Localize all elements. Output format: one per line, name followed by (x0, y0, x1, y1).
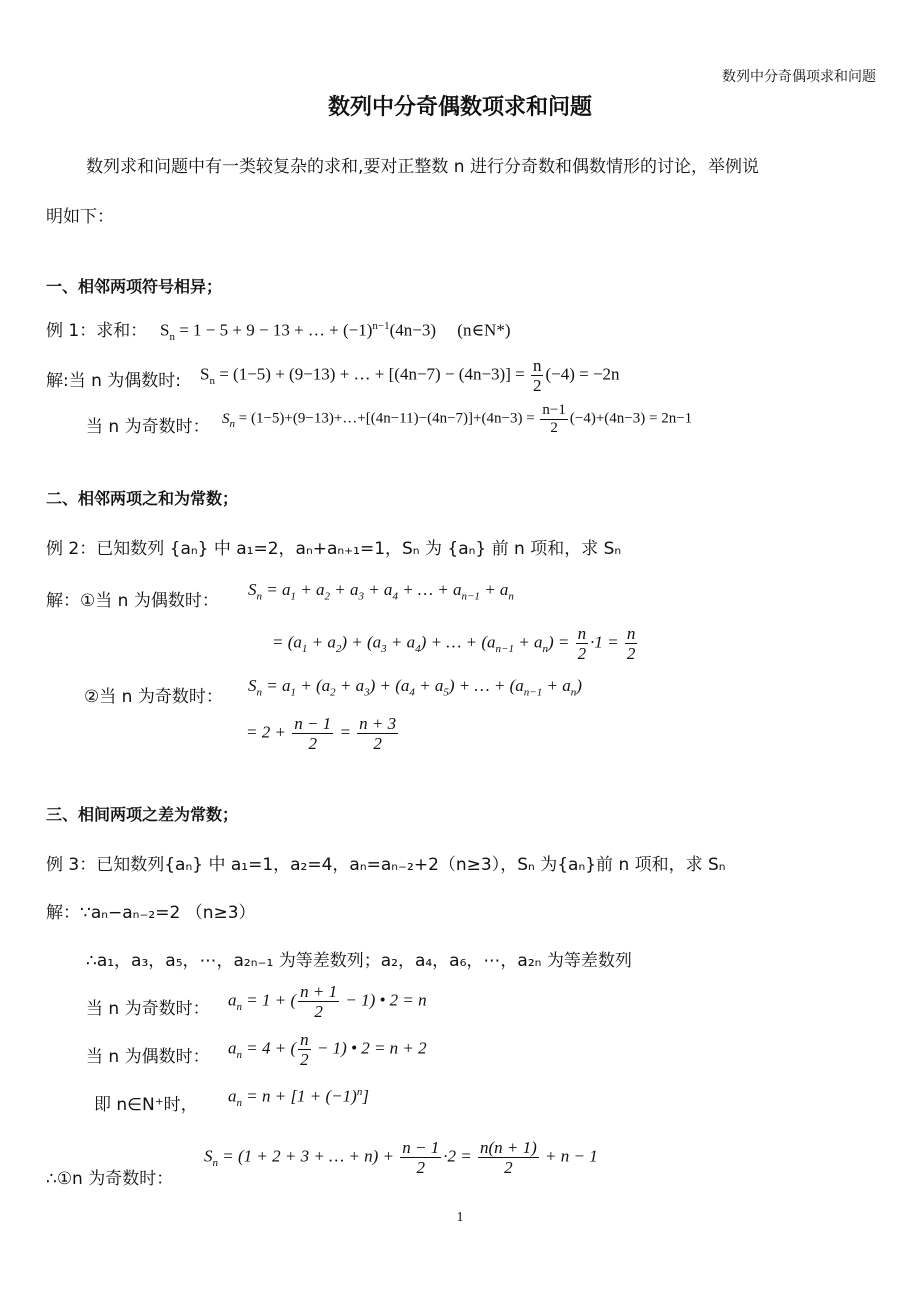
solution-3-line-1: 解：∵aₙ−aₙ₋₂=2 （n≥3） (46, 903, 256, 923)
solution-2-even-label: 解：①当 n 为偶数时： (46, 591, 219, 611)
solution-3-all-formula: $a_n = n + [1 + (-1)^n]$ (228, 1086, 369, 1110)
solution-2-even-formula-1: $S_n = a_1 + a_2 + a_3 + a_4$ + … + $a_{n-1} + a_n$ (248, 580, 514, 603)
section-3-heading: 三、相间两项之差为常数； (46, 805, 239, 824)
solution-1-odd-formula: $S_n$ = (1−5)+(9−13)+…+[(4n−11)−(4n−7)]+(4n−3) = $\frac{n-1}{2}$ (−4)+(4n−3) = 2n−1 (222, 402, 693, 436)
example-1-formula: $S_n = 1 - 5 + 9 - 13$ + … + $(-1)^{n-1}(4n-3)$ (n∈N*) (160, 320, 511, 344)
solution-3-line-2: ∴a₁，a₃，a₅，⋯，a₂ₙ₋₁ 为等差数列；a₂，a₄，a₆，⋯，a₂ₙ 为等差数列 (86, 951, 632, 971)
example-2: 例 2：已知数列 {aₙ} 中 a₁=2，aₙ+aₙ₊₁=1，Sₙ 为 {aₙ} 前 n 项和，求 Sₙ (46, 539, 622, 559)
running-header: 数列中分奇偶项求和问题 (722, 69, 876, 85)
solution-1-even-label: 解:当 n 为偶数时: (46, 371, 182, 391)
solution-2-odd-label: ②当 n 为奇数时： (84, 687, 223, 707)
page-title: 数列中分奇偶数项求和问题 (327, 95, 592, 120)
solution-1-even-formula: $S_n = (1-5) + (9-13)$ + … + [(4n−7) − (4n−3)] = $\frac{n}{2}$ (−4) = −2n (200, 356, 620, 396)
solution-2-odd-formula-2: = 2 + $\frac{n - 1}{2}$ = $\frac{n + 3}{2}$ (246, 714, 397, 754)
solution-3-even-formula: $a_n = 4$ + ( $\frac{n}{2}$ − 1) • 2 = n + 2 (228, 1030, 427, 1070)
example-3: 例 3：已知数列{aₙ} 中 a₁=1，a₂=4，aₙ=aₙ₋₂+2（n≥3），Sₙ 为{aₙ}前 n 项和，求 Sₙ (46, 855, 726, 875)
solution-3-sum-formula: $S_n = (1 + 2 + 3$ + … + n) + $\frac{n - 1}{2}$ ·2 = $\frac{n(n + 1)}{2}$ + n − 1 (204, 1138, 598, 1178)
page-number: 1 (456, 1210, 464, 1225)
solution-2-even-formula-2: = $(a_1 + a_2) + (a_3 + a_4)$ + … + $(a_{n-1} + a_n)$ = $\frac{n}{2}$ ·1 = $\frac{n}{2}$ (272, 624, 636, 664)
example-1-domain: (n∈N*) (457, 320, 511, 340)
solution-2-odd-formula-1: $S_n = a_1 + (a_2 + a_3) + (a_4 + a_5)$ + … + $(a_{n-1} + a_n)$ (248, 676, 582, 699)
solution-3-odd-formula: $a_n = 1$ + ( $\frac{n + 1}{2}$ − 1) • 2 = n (228, 982, 427, 1022)
solution-3-odd-label: 当 n 为奇数时： (86, 999, 210, 1019)
example-1-label: 例 1：求和： (46, 321, 148, 341)
intro-line-1: 数列求和问题中有一类较复杂的求和,要对正整数 n 进行分奇数和偶数情形的讨论，举例说 (86, 157, 759, 177)
solution-3-sum-label: ∴①n 为奇数时： (46, 1169, 174, 1189)
intro-line-2: 明如下： (46, 207, 114, 227)
solution-3-all-label: 即 n∈N⁺时， (94, 1095, 198, 1115)
section-2-heading: 二、相邻两项之和为常数； (46, 489, 239, 508)
solution-1-odd-label: 当 n 为奇数时： (86, 417, 210, 437)
section-1-heading: 一、相邻两项符号相异； (46, 277, 223, 296)
solution-3-even-label: 当 n 为偶数时： (86, 1047, 210, 1067)
